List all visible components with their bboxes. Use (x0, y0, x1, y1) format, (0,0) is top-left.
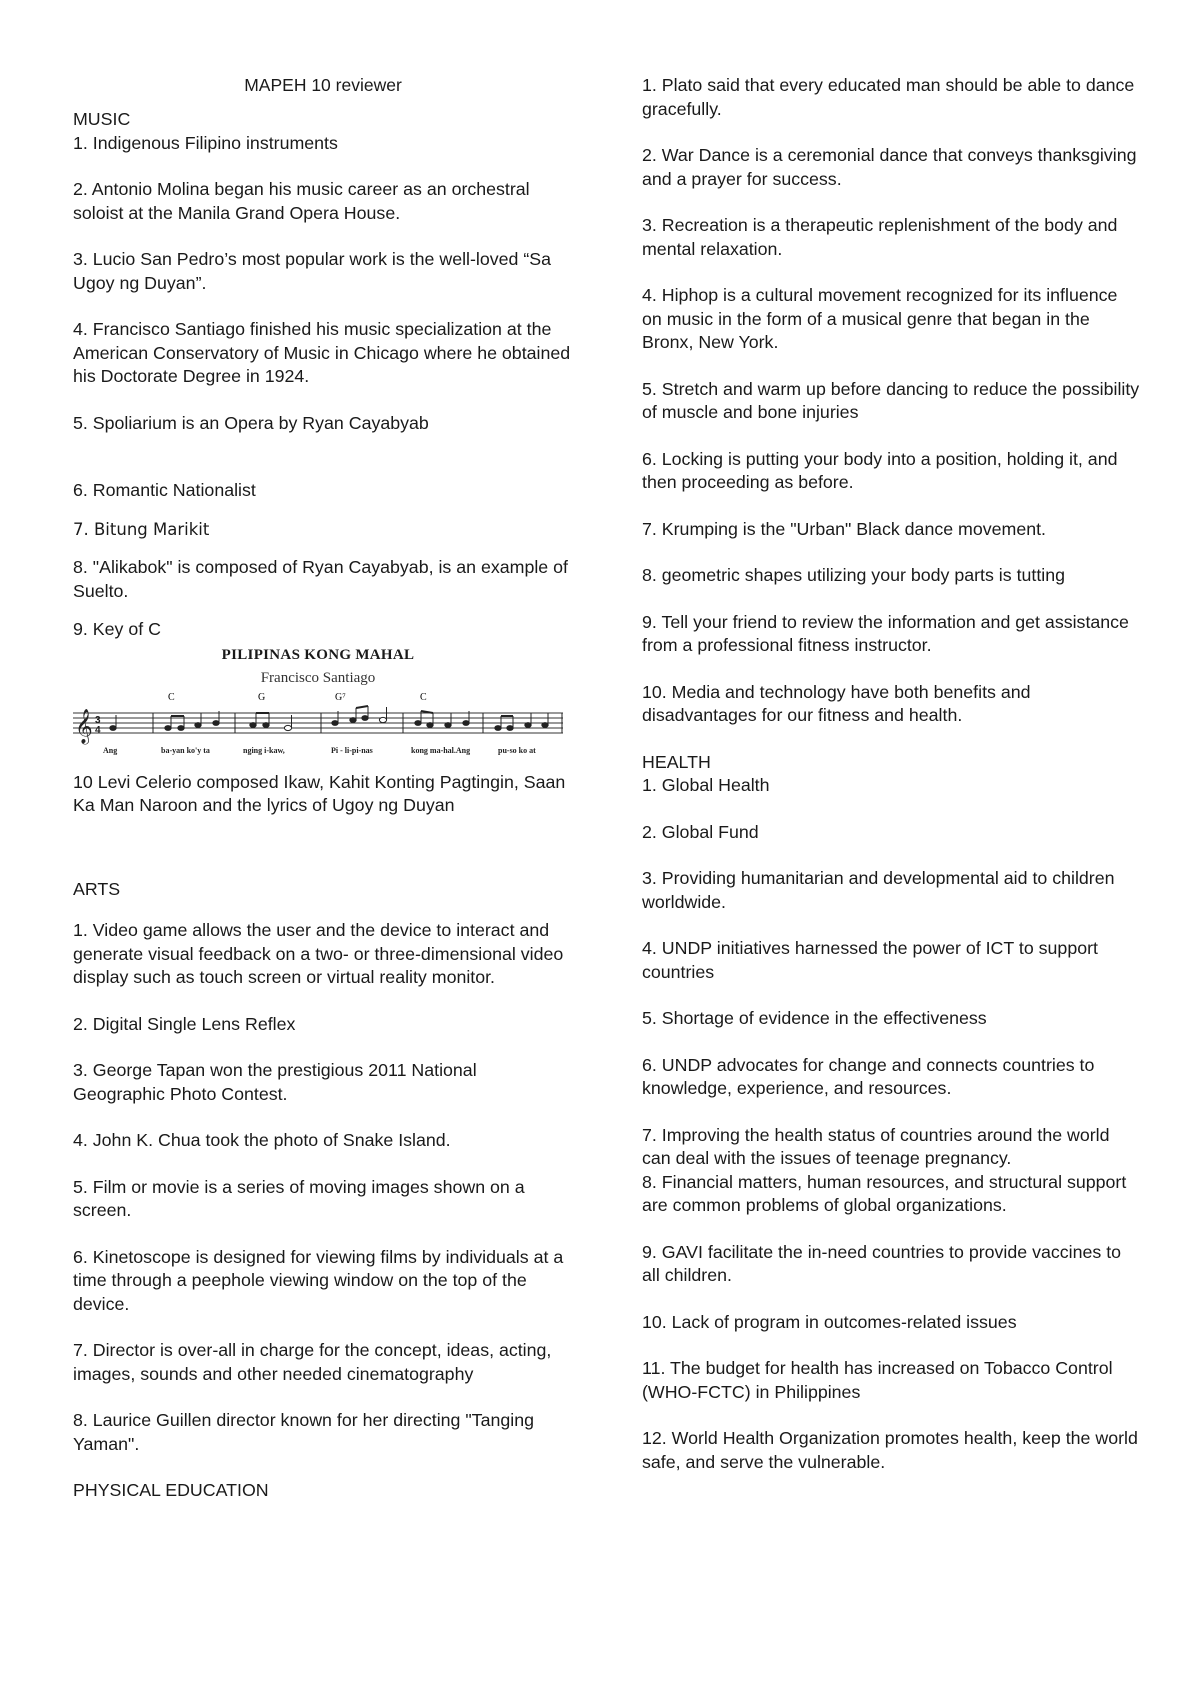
right-column (642, 74, 1142, 1497)
time-signature: 3 (95, 714, 101, 726)
music-item-8: 8. "Alikabok" is composed of Ryan Cayabyab, is an example of Suelto. (73, 557, 568, 601)
music-item-6: 6. Romantic Nationalist (73, 480, 256, 500)
pe-item-5: 5. Stretch and warm up before dancing to reduce the possibility of muscle and bone injuries (642, 378, 1140, 422)
health-item-2: 2. Global Fund (642, 821, 759, 842)
arts-item-7: 7. Director is over-all in charge for the concept, ideas, acting, images, sounds and other needed cinematography (73, 1340, 552, 1384)
health-heading: HEALTH (642, 751, 711, 772)
health-item-8: 8. Financial matters, human resources, and structural support are common problems of global organizations. (642, 1171, 1127, 1215)
arts-item-6: 6. Kinetoscope is designed for viewing films by individuals at a time through a peephole viewing window on the top of the device. (73, 1246, 564, 1314)
chord-label: G (258, 691, 266, 703)
music-item-1: 1. Indigenous Filipino instruments (73, 132, 338, 153)
music-item-2: 2. Antonio Molina began his music career as an orchestral soloist at the Manila Grand Opera House. (73, 179, 530, 223)
chord-label: G⁷ (335, 691, 346, 703)
staff-lines (73, 713, 563, 733)
document-title: MAPEH 10 reviewer (244, 75, 402, 95)
health-item-7: 7. Improving the health status of countries around the world can deal with the issues of teenage pregnancy. (642, 1124, 1110, 1168)
health-item-11: 11. The budget for health has increased on Tobacco Control (WHO-FCTC) in Philippines (642, 1358, 1113, 1402)
music-item-3: 3. Lucio San Pedro’s most popular work is the well-loved “Sa Ugoy ng Duyan”. (73, 249, 552, 293)
health-item-9: 9. GAVI facilitate the in-need countries to provide vaccines to all children. (642, 1241, 1122, 1285)
pe-item-10: 10. Media and technology have both benefits and disadvantages for our fitness and health. (642, 681, 1031, 725)
music-item-4: 4. Francisco Santiago finished his music specialization at the American Conservatory of Music in Chicago where he obtained his Doctorate Degree in 1924. (73, 319, 571, 386)
pe-item-2: 2. War Dance is a ceremonial dance that conveys thanksgiving and a prayer for success. (642, 145, 1137, 189)
arts-item-1: 1. Video game allows the user and the device to interact and generate visual feedback on a two- or three-dimensional video display such as touch screen or virtual reality monitor. (73, 920, 564, 987)
music-item-9: 9. Key of C (73, 619, 161, 639)
pe-item-6: 6. Locking is putting your body into a position, holding it, and then proceeding as before. (642, 448, 1118, 492)
arts-item-2: 2. Digital Single Lens Reflex (73, 1013, 296, 1034)
pe-item-1: 1. Plato said that every educated man should be able to dance gracefully. (642, 75, 1135, 119)
health-item-6: 6. UNDP advocates for change and connects countries to knowledge, experience, and resources. (642, 1054, 1095, 1098)
pe-item-8: 8. geometric shapes utilizing your body parts is tutting (642, 565, 1066, 585)
music-staff (73, 691, 563, 761)
lyric-text: ba-yan ko'y ta (161, 745, 210, 755)
score-composer: Francisco Santiago (260, 670, 376, 686)
score-title: PILIPINAS KONG MAHAL (221, 646, 415, 663)
health-item-3: 3. Providing humanitarian and developmental aid to children worldwide. (642, 868, 1115, 912)
health-item-5: 5. Shortage of evidence in the effectiveness (642, 1008, 987, 1028)
health-item-4: 4. UNDP initiatives harnessed the power of ICT to support countries (642, 938, 1098, 982)
arts-item-4: 4. John K. Chua took the photo of Snake Island. (73, 1130, 451, 1150)
lyric-text: pu-so ko at (498, 745, 536, 755)
lyric-text: nging i-kaw, (243, 745, 285, 755)
music-heading: MUSIC (73, 109, 131, 129)
lyric-text: kong ma-hal.Ang (411, 745, 471, 755)
pe-item-4: 4. Hiphop is a cultural movement recognized for its influence on music in the form of a musical genre that began in the Bronx, New York. (642, 285, 1118, 352)
arts-heading: ARTS (73, 878, 121, 899)
time-signature: 4 (95, 724, 101, 736)
pe-item-3: 3. Recreation is a therapeutic replenishment of the body and mental relaxation. (642, 215, 1118, 259)
pe-item-7: 7. Krumping is the "Urban" Black dance movement. (642, 518, 1047, 539)
chord-label: C (420, 691, 427, 703)
treble-clef-icon: 𝄞 (75, 708, 93, 744)
arts-item-8: 8. Laurice Guillen director known for her directing "Tanging Yaman". (73, 1410, 534, 1454)
music-item-10: 10 Levi Celerio composed Ikaw, Kahit Konting Pagtingin, Saan Ka Man Naroon and the lyrics of Ugoy ng Duyan (73, 771, 566, 815)
health-item-1: 1. Global Health (642, 775, 770, 795)
lyric-text: Pi - li-pi-nas (331, 745, 373, 755)
sheet-music-excerpt (73, 644, 563, 761)
health-item-12: 12. World Health Organization promotes health, keep the world safe, and serve the vulnerable. (642, 1428, 1138, 1472)
music-item-7: 7. Bitung Marikit (73, 519, 210, 539)
music-item-5: 5. Spoliarium is an Opera by Ryan Cayabyab (73, 412, 429, 433)
arts-item-3: 3. George Tapan won the prestigious 2011 National Geographic Photo Contest. (73, 1060, 477, 1104)
left-column (73, 108, 573, 1503)
chord-label: C (168, 691, 175, 703)
lyric-text: Ang (103, 745, 118, 755)
arts-item-5: 5. Film or movie is a series of moving images shown on a screen. (73, 1176, 525, 1220)
pe-heading: PHYSICAL EDUCATION (73, 1480, 269, 1500)
pe-item-9: 9. Tell your friend to review the information and get assistance from a professional fitness instructor. (642, 611, 1129, 655)
health-item-10: 10. Lack of program in outcomes-related issues (642, 1311, 1017, 1332)
